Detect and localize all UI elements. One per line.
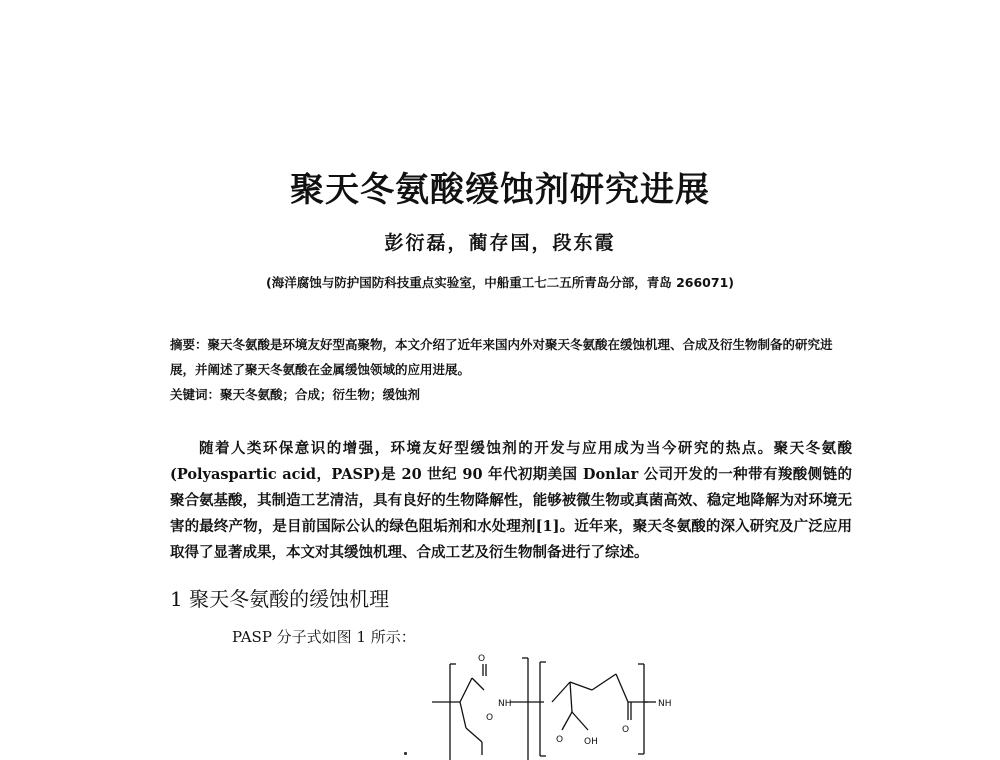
section-1-heading: 1 聚天冬氨酸的缓蚀机理 (170, 587, 390, 611)
author-list: 彭衍磊，蔺存国，段东霞 (384, 232, 616, 254)
pasp-structure-diagram (420, 650, 710, 760)
structure-bond (472, 678, 484, 690)
scan-speck (404, 752, 407, 755)
structure-bond (562, 712, 572, 730)
structure-label-o: O (478, 654, 486, 664)
structure-bond (466, 728, 482, 742)
structure-bond (570, 682, 572, 712)
intro-paragraph: 随着人类环保意识的增强，环境友好型缓蚀剂的开发与应用成为当今研究的热点。聚天冬氨酸(Polyaspartic acid，PASP)是 20 世纪 90 年代初期美国 Donlar 公司开发的一种带有羧酸侧链的聚合氨基酸，其制造工艺清洁，具有良好的生物降解性，能够被微生物或真菌高效、稳定地降解为对环境无害的最终产物，是目前国际公认的绿色阻垢剂和水处理剂[1]。近年来，聚天冬氨酸的深入研究及广泛应用取得了显著成果，本文对其缓蚀机理、合成工艺及衍生物制备进行了综述。 (170, 440, 852, 561)
structure-label-nh: NH (658, 699, 672, 709)
affiliation: (海洋腐蚀与防护国防科技重点实验室，中船重工七二五所青岛分部，青岛 266071) (266, 275, 734, 290)
structure-label-o: O (622, 725, 630, 735)
structure-bond (572, 712, 588, 730)
structure-label-o: O (556, 735, 564, 745)
structure-bond (616, 674, 628, 702)
abstract: 摘要：聚天冬氨酸是环境友好型高聚物，本文介绍了近年来国内外对聚天冬氨酸在缓蚀机理、合成及衍生物制备的研究进展，并阐述了聚天冬氨酸在金属缓蚀领域的应用进展。 (170, 337, 833, 377)
paper-title: 聚天冬氨酸缓蚀剂研究进展 (290, 170, 710, 210)
formula-intro: PASP 分子式如图 1 所示： (232, 628, 416, 646)
structure-bond (570, 682, 592, 690)
structure-bond (592, 674, 616, 690)
structure-label-oh: OH (584, 737, 598, 747)
structure-label-o: O (486, 713, 494, 723)
structure-bond (552, 682, 570, 702)
structure-bond (460, 702, 466, 728)
keywords: 关键词：聚天冬氨酸；合成；衍生物；缓蚀剂 (170, 387, 421, 402)
structure-bond (460, 678, 472, 702)
structure-label-nh: NH (498, 699, 512, 709)
